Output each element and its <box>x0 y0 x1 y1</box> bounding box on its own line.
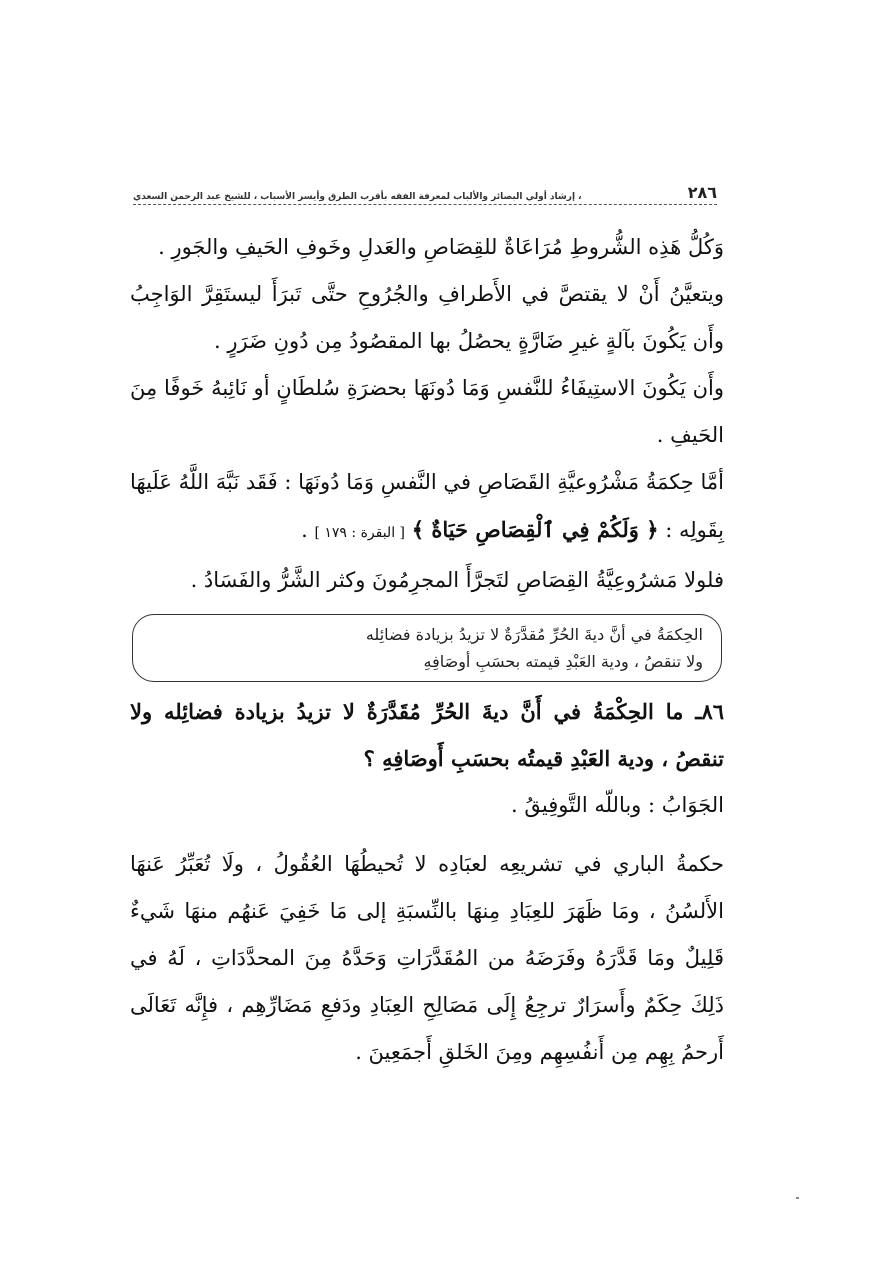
paragraph-wisdom-qisas <box>130 459 724 557</box>
quran-verse: ﴿ وَلَكُمْ فِي ٱلْقِصَاصِ حَيَاةٌ ﴾ <box>411 517 659 542</box>
paragraph-conditions: وَكُلُّ هَذِه الشُّروطِ مُرَاعَاةٌ للقِصَاصِ والعَدلِ وخَوفِ الحَيفِ والجَورِ . <box>158 235 724 259</box>
running-header <box>133 176 717 205</box>
wisdom-end: . <box>301 518 308 542</box>
stray-mark <box>796 1197 799 1199</box>
page-number: ٢٨٦ <box>687 183 717 202</box>
paragraph-deterrence: فلولا مَشرُوعِيَّةُ القِصَاصِ لتَجرَّأَ المجرِمُونَ وكثر الشَّرُّ والفَسَادُ . <box>190 568 724 592</box>
answer-text: حكمةُ الباري في تشريعِه لعبَادِه لا تُحيطُهَا العُقُولُ ، ولَا تُعَبِّرُ عَنهَا الأَلسُنُ ، ومَا ظَهَرَ للعِبَادِ مِنهَا بالنِّسبَةِ إلى مَا خَفِيَ عَنهُم منهَا شَيءٌ قَلِيلٌ ومَا قَدَّرَهُ وفَرَضَهُ من المُقَدَّرَاتِ وَحَدَّهُ مِنَ المحدَّدَاتِ ، لَهُ في ذَلِكَ حِكَمٌ وأَسرَارٌ ترجِعُ إِلَى مَصَالِحِ العِبَادِ ودَفعِ مَضَارِّهِم ، فإِنَّه تَعَالَى أَرحمُ بِهِم مِن أَنفُسِهِم ومِنَ الخَلقِ أَجمَعِينَ . <box>130 852 724 1064</box>
book-title: ، إرشاد أولي البصائر والألباب لمعرفة الفقه بأقرب الطرق وأيسر الأسباب ، للشيخ عبد الرحمن السعدي <box>133 192 582 202</box>
question-86: ٨٦ـ ما الحِكْمَةُ في أَنَّ ديةَ الحُرِّ مُقَدَّرَةٌ لا تزيدُ بزيادة فضائِله ولا تنقصُ ، ودية العَبْدِ قيمتُه بحسَبِ أَوصَافِهِ ؟ <box>130 699 724 771</box>
verse-reference: [ البقرة : ١٧٩ ] <box>314 525 406 541</box>
answer-label: الجَوَابُ : وباللّه التَّوفِيقُ . <box>511 793 724 817</box>
callout-line-2: ولا تنقصُ ، ودية العَبْدِ قيمته بحسَبِ أوصَافِهِ <box>423 652 703 671</box>
wisdom-intro: أمَّا حِكمَةُ مَشْرُوعيَّةِ القَصَاصِ في النَّفسِ وَمَا دُونَهَا : فَقَد نَبَّهَ اللَّهُ عَلَيهَا بِقَولِه : <box>130 470 724 542</box>
paragraph-ruler-presence: وأَن يَكُونَ الاستِيفَاءُ للنَّفسِ وَمَا دُونَهَا بحضرَةِ سُلطَانٍ أو نَائِبهُ خَوفًا مِنَ الحَيفِ . <box>130 376 724 447</box>
body-text <box>130 224 724 1076</box>
section-heading-box <box>132 614 722 682</box>
callout-line-1: الحِكمَةُ في أنَّ ديةَ الحُرِّ مُقدَّرَةٌ لا تزيدُ بزيادة فضائِله <box>365 625 703 644</box>
paragraph-limbs-wounds: ويتعيَّنُ أَنْ لا يقتصَّ في الأَطرافِ والجُرُوحِ حتَّى تَبرَأَ ليستَقِرَّ الوَاجِبُ وأَن يَكُونَ بآلةٍ غيرِ ضَارَّةٍ يحصُلُ بها المقصُودُ مِن دُونِ ضَرَرٍ . <box>130 282 724 353</box>
